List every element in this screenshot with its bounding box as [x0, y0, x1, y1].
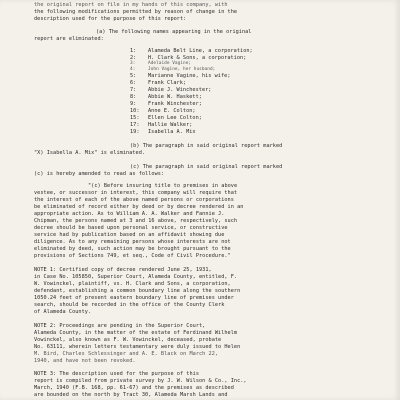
quote-line: eliminated by deed, such action may be brought pursuant to the: [34, 246, 231, 252]
eliminated-name: Frank Winchester;: [148, 101, 202, 107]
note-1-line: 1050.24 feet of present eastern boundary line of premises under: [34, 295, 234, 301]
eliminated-name: Isabella A. Mix: [148, 129, 196, 135]
name-number: 3:: [130, 61, 136, 66]
para-a-line: (a) The following names appearing in the original: [96, 29, 252, 35]
quote-line: be eliminated of record either by deed or by decree rendered in an: [34, 204, 244, 210]
note-2-line: No. 63111, wherein letters testamentary were duly issued to Helen: [34, 344, 241, 350]
para-c-line: (c) is hereby amended to read as follows:: [34, 171, 165, 177]
quote-line: provisions of Sections 749, et seq., Code of Civil Procedure.": [34, 253, 231, 259]
para-c-line: (c) The paragraph in said original report marked: [130, 164, 283, 170]
eliminated-name: Frank Clark;: [148, 80, 187, 86]
quote-line: appropriate action. As to William A. A. Walker and Fannie J.: [34, 211, 225, 217]
quote-line: "(c) Before insuring title to premises in above: [88, 183, 238, 189]
note-2-line: M. Bird, Charles Schlessinger and A. E. Black on March 22,: [34, 351, 219, 357]
intro-line: the following modifications permitted by reason of change in the: [34, 9, 238, 15]
name-number: 6:: [130, 80, 137, 86]
name-number: 8:: [130, 94, 137, 100]
note-3-line: NOTE 3: The description used for the purpose of this: [34, 371, 200, 377]
quote-line: decree should be based upon personal service, or constructive: [34, 225, 228, 231]
intro-line: description used for the purpose of this report:: [34, 16, 187, 22]
note-2-line: Vowinckel, also known as F. W. Vowinckel, deceased, probate: [34, 337, 222, 343]
note-1-line: W. Vowinckel, plaintiff, vs. H. Clark and Sons, a corporation,: [34, 281, 231, 287]
note-1-line: of Alameda County.: [34, 309, 92, 315]
intro-line: the original report on file in my hands of this company, with: [34, 2, 228, 8]
name-number: 4:: [130, 67, 136, 72]
eliminated-name: Hallie Walker;: [148, 122, 193, 128]
note-1-line: defendant, establishing a common boundary line along the southern: [34, 288, 241, 294]
name-number: 19:: [130, 129, 140, 135]
note-3-line: March, 1940 (F.B. 168, pp. 61-67) and the premises as described: [34, 385, 234, 391]
name-number: 1:: [130, 48, 137, 54]
quote-line: service had by publication based on an affidavit showing due: [34, 232, 225, 238]
name-number: 2:: [130, 55, 137, 61]
quote-line: vestee, or successor in interest, this company will require that: [34, 190, 238, 196]
name-number: 5:: [130, 73, 137, 79]
name-number: 7:: [130, 87, 137, 93]
para-a-line: report are eliminated:: [34, 36, 104, 42]
name-number: 10:: [130, 108, 140, 114]
note-3-line: report is compiled from private survey by J. W. Wilson & Co., Inc.,: [34, 378, 247, 384]
note-2-line: 1940, and have not been revoked.: [34, 358, 136, 364]
note-3-line: are bounded on the north by Tract 30, Alameda Marsh Lands and: [34, 392, 228, 398]
eliminated-name: Marianne Vagine, his wife;: [148, 73, 231, 79]
note-2-line: NOTE 2: Proceedings are pending in the Superior Court,: [34, 323, 206, 329]
name-number: 17:: [130, 122, 140, 128]
name-number: 15:: [130, 115, 140, 121]
eliminated-name: Abbie J. Winchester;: [148, 87, 212, 93]
note-2-line: Alameda County, in the matter of the estate of Ferdinand Wilhelm: [34, 330, 238, 336]
note-1-line: in Case No. 105850, Superior Court, Alameda County, entitled, F.: [34, 274, 238, 280]
quote-line: the interest of each of the above named persons or corporations: [34, 197, 234, 203]
eliminated-name: H. Clark & Sons, a corporation;: [148, 55, 247, 61]
para-b-line: "X) Isabella A. Mix" is eliminated.: [34, 150, 146, 156]
quote-line: Chipman, the persons named at 3 and 16 above, respectively, such: [34, 218, 238, 224]
eliminated-name: Abbie W. Haskett;: [148, 94, 202, 100]
eliminated-name: Alameda Belt Line, a corporation;: [148, 48, 253, 54]
eliminated-name: Adelaide Vagine;: [148, 61, 192, 66]
eliminated-name: Anne E. Colton;: [148, 108, 196, 114]
eliminated-name: Ellen Lee Colton;: [148, 115, 202, 121]
name-number: 9:: [130, 101, 137, 107]
note-1-line: search, should be recorded in the office of the County Clerk: [34, 302, 225, 308]
eliminated-name: John Vagine, her husband;: [148, 67, 216, 72]
note-1-line: NOTE 1: Certified copy of decree rendered June 25, 1931,: [34, 267, 212, 273]
para-b-line: (b) The paragraph in said original report marked: [130, 143, 283, 149]
quote-line: diligence. As to any remaining persons whose interests are not: [34, 239, 231, 245]
